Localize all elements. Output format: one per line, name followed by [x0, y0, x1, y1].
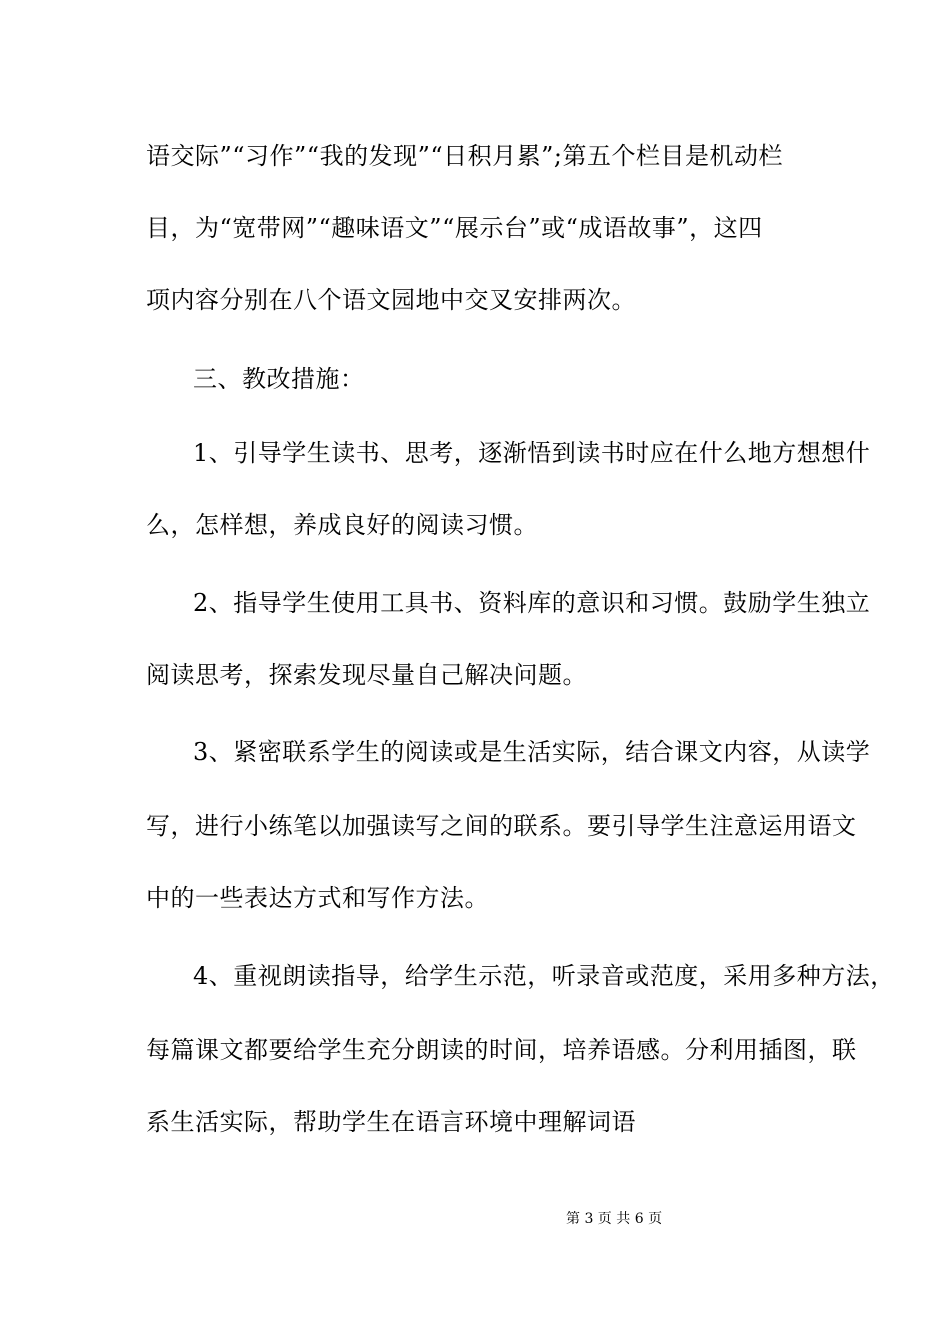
- page-number: 第 3 页 共 6 页: [566, 1211, 663, 1227]
- paragraph-line: 4、重视朗读指导，给学生示范，听录音或范度，采用多种方法，: [193, 962, 895, 990]
- paragraph-line: 2、指导学生使用工具书、资料库的意识和习惯。鼓励学生独立: [193, 589, 871, 617]
- paragraph-line: 语交际”“习作”“我的发现”“日积月累”;第五个栏目是机动栏: [146, 142, 783, 170]
- paragraph-line: 么，怎样想，养成良好的阅读习惯。: [146, 511, 538, 539]
- paragraph-line: 中的一些表达方式和写作方法。: [146, 884, 489, 912]
- paragraph-line: 阅读思考，探索发现尽量自己解决问题。: [146, 661, 587, 689]
- section-heading: 三、教改措施：: [193, 365, 365, 393]
- paragraph-line: 每篇课文都要给学生充分朗读的时间，培养语感。分利用插图，联: [146, 1036, 857, 1064]
- paragraph-line: 写，进行小练笔以加强读写之间的联系。要引导学生注意运用语文: [146, 812, 857, 840]
- paragraph-line: 项内容分别在八个语文园地中交叉安排两次。: [146, 286, 636, 314]
- paragraph-line: 目，为“宽带网”“趣味语文”“展示台”或“成语故事”，这四: [146, 214, 763, 242]
- paragraph-line: 3、紧密联系学生的阅读或是生活实际，结合课文内容，从读学: [193, 738, 871, 766]
- paragraph-line: 1、引导学生读书、思考，逐渐悟到读书时应在什么地方想想什: [193, 439, 871, 467]
- paragraph-line: 系生活实际，帮助学生在语言环境中理解词语: [146, 1108, 636, 1136]
